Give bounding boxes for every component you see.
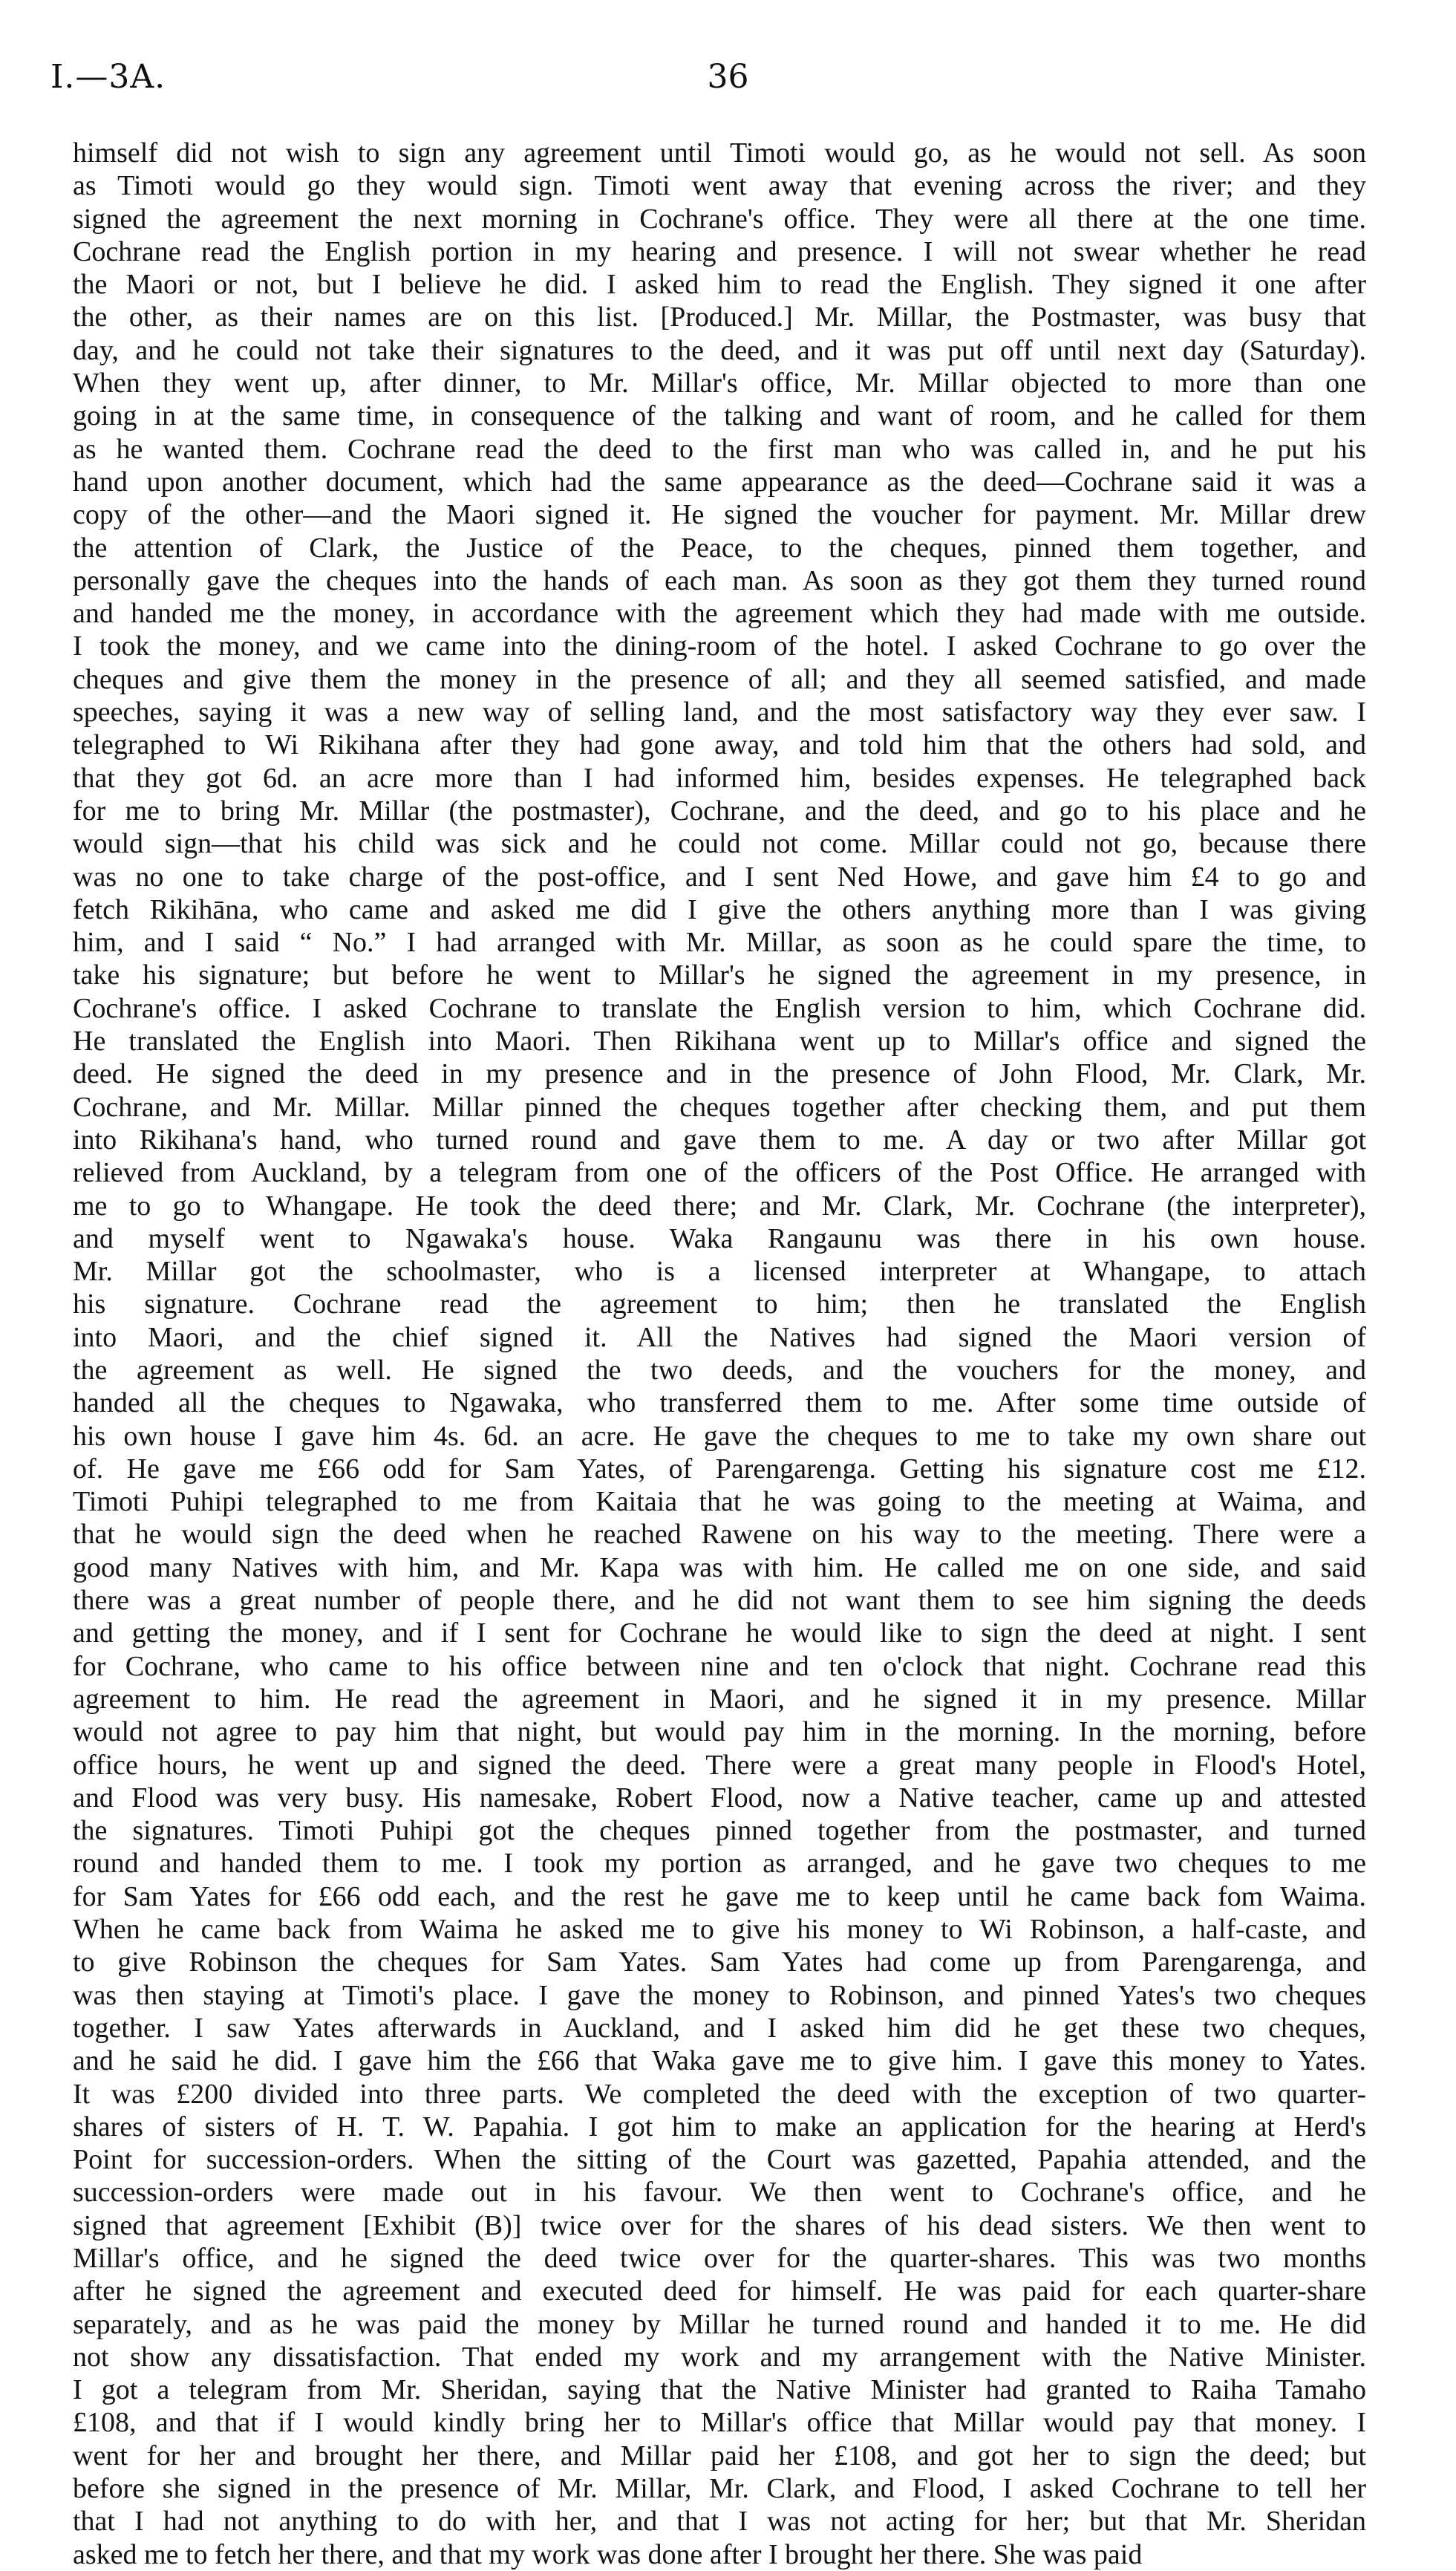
text-line: and handed me the money, in accordance with the agreement which they had made with me outside. — [73, 598, 1366, 630]
document-reference: I.—3A. — [50, 58, 166, 96]
text-line: shares of sisters of H. T. W. Papahia. I got him to make an application for the hearing at Herd's — [73, 2111, 1366, 2142]
text-line: for Cochrane, who came to his office between nine and ten o'clock that night. Cochrane read this — [73, 1650, 1366, 1682]
text-line: for Sam Yates for £66 odd each, and the rest he gave me to keep until he came back fom Waima. — [73, 1880, 1366, 1912]
text-line: telegraphed to Wi Rikihana after they had gone away, and told him that the others had sold, and — [73, 729, 1366, 761]
text-line: that he would sign the deed when he reached Rawene on his way to the meeting. There were a — [73, 1519, 1366, 1551]
text-line: was then staying at Timoti's place. I gave the money to Robinson, and pinned Yates's two cheques — [73, 1979, 1366, 2011]
text-line: would sign—that his child was sick and he could not come. Millar could not go, because there — [73, 828, 1366, 860]
text-line: Point for succession-orders. When the sitting of the Court was gazetted, Papahia attended, and the — [73, 2144, 1366, 2176]
text-line: day, and he could not take their signatures to the deed, and it was put off until next day (Saturday). — [73, 334, 1366, 366]
text-line: his own house I gave him 4s. 6d. an acre. He gave the cheques to me to take my own share out — [73, 1420, 1366, 1452]
text-line: He translated the English into Maori. Then Rikihana went up to Millar's office and signed the — [73, 1026, 1366, 1058]
text-line: and he said he did. I gave him the £66 that Waka gave me to give him. I gave this money to Yates. — [73, 2045, 1366, 2077]
text-line: fetch Rikihāna, who came and asked me did I give the others anything more than I was giving — [73, 893, 1366, 925]
text-line: the signatures. Timoti Puhipi got the cheques pinned together from the postmaster, and turned — [73, 1815, 1366, 1847]
text-line: was no one to take charge of the post-office, and I sent Ned Howe, and gave him £4 to go and — [73, 861, 1366, 893]
text-line: the Maori or not, but I believe he did. I asked him to read the English. They signed it one after — [73, 269, 1366, 301]
text-line: speeches, saying it was a new way of selling land, and the most satisfactory way they ever saw. I — [73, 697, 1366, 729]
text-line: take his signature; but before he went to Millar's he signed the agreement in my presence, in — [73, 959, 1366, 991]
text-line: Millar's office, and he signed the deed twice over for the quarter-shares. This was two months — [73, 2243, 1366, 2274]
text-line: the attention of Clark, the Justice of the Peace, to the cheques, pinned them together, and — [73, 532, 1366, 564]
text-line: and Flood was very busy. His namesake, Robert Flood, now a Native teacher, came up and attested — [73, 1782, 1366, 1814]
text-line: I took the money, and we came into the dining-room of the hotel. I asked Cochrane to go over the — [73, 630, 1366, 662]
text-line: would not agree to pay him that night, but would pay him in the morning. In the morning, before — [73, 1716, 1366, 1748]
text-line: Cochrane, and Mr. Millar. Millar pinned the cheques together after checking them, and put them — [73, 1091, 1366, 1123]
text-line: handed all the cheques to Ngawaka, who transferred them to me. After some time outside of — [73, 1387, 1366, 1419]
text-line: good many Natives with him, and Mr. Kapa was with him. He called me on one side, and said — [73, 1551, 1366, 1583]
text-line: Mr. Millar got the schoolmaster, who is a licensed interpreter at Whangape, to attach — [73, 1256, 1366, 1288]
text-line: after he signed the agreement and executed deed for himself. He was paid for each quarter-share — [73, 2275, 1366, 2307]
text-line: as he wanted them. Cochrane read the deed to the first man who was called in, and he put his — [73, 433, 1366, 465]
text-line: into Maori, and the chief signed it. All the Natives had signed the Maori version of — [73, 1321, 1366, 1353]
text-line: Cochrane's office. I asked Cochrane to translate the English version to him, which Cochrane did. — [73, 992, 1366, 1024]
text-line: me to go to Whangape. He took the deed there; and Mr. Clark, Mr. Cochrane (the interpreter), — [73, 1190, 1366, 1222]
text-line: of. He gave me £66 odd for Sam Yates, of Parengarenga. Getting his signature cost me £12. — [73, 1453, 1366, 1485]
text-line: and myself went to Ngawaka's house. Waka Rangaunu was there in his own house. — [73, 1222, 1366, 1254]
text-line: £108, and that if I would kindly bring her to Millar's office that Millar would pay that money. I — [73, 2407, 1366, 2439]
text-line: that I had not anything to do with her, and that I was not acting for her; but that Mr. Sheridan — [73, 2506, 1366, 2538]
text-line: as Timoti would go they would sign. Timoti went away that evening across the river; and they — [73, 170, 1366, 202]
text-line: together. I saw Yates afterwards in Auckland, and I asked him did he get these two cheques, — [73, 2012, 1366, 2044]
text-line: signed that agreement [Exhibit (B)] twice over for the shares of his dead sisters. We then went to — [73, 2209, 1366, 2241]
text-line: separately, and as he was paid the money by Millar he turned round and handed it to me. He did — [73, 2308, 1366, 2340]
text-line: cheques and give them the money in the presence of all; and they all seemed satisfied, and made — [73, 663, 1366, 695]
text-line: the agreement as well. He signed the two deeds, and the vouchers for the money, and — [73, 1354, 1366, 1386]
body-text — [73, 137, 1366, 2571]
text-line: Timoti Puhipi telegraphed to me from Kaitaia that he was going to the meeting at Waima, and — [73, 1486, 1366, 1518]
text-line: hand upon another document, which had the same appearance as the deed—Cochrane said it was a — [73, 466, 1366, 498]
text-line: and getting the money, and if I sent for Cochrane he would like to sign the deed at night. I sent — [73, 1617, 1366, 1649]
text-line: before she signed in the presence of Mr. Millar, Mr. Clark, and Flood, I asked Cochrane to tell her — [73, 2473, 1366, 2505]
text-line: to give Robinson the cheques for Sam Yates. Sam Yates had come up from Parengarenga, and — [73, 1946, 1366, 1978]
text-line: office hours, he went up and signed the deed. There were a great many people in Flood's Hotel, — [73, 1749, 1366, 1781]
text-line: round and handed them to me. I took my portion as arranged, and he gave two cheques to me — [73, 1848, 1366, 1880]
text-line: not show any dissatisfaction. That ended my work and my arrangement with the Native Minister. — [73, 2341, 1366, 2373]
text-line: into Rikihana's hand, who turned round and gave them to me. A day or two after Millar got — [73, 1124, 1366, 1156]
text-line: personally gave the cheques into the hands of each man. As soon as they got them they turned round — [73, 564, 1366, 596]
text-line: him, and I said “ No.” I had arranged with Mr. Millar, as soon as he could spare the time, to — [73, 927, 1366, 959]
text-line: copy of the other—and the Maori signed it. He signed the voucher for payment. Mr. Millar drew — [73, 499, 1366, 531]
text-line: for me to bring Mr. Millar (the postmaster), Cochrane, and the deed, and go to his place and he — [73, 795, 1366, 827]
text-line: went for her and brought her there, and Millar paid her £108, and got her to sign the deed; but — [73, 2440, 1366, 2471]
text-line: there was a great number of people there, and he did not want them to see him signing the deeds — [73, 1585, 1366, 1617]
text-line: relieved from Auckland, by a telegram from one of the officers of the Post Office. He arranged with — [73, 1157, 1366, 1189]
text-line: When he came back from Waima he asked me to give his money to Wi Robinson, a half-caste, and — [73, 1914, 1366, 1946]
text-line: It was £200 divided into three parts. We completed the deed with the exception of two quarter- — [73, 2078, 1366, 2110]
text-line: Cochrane read the English portion in my hearing and presence. I will not swear whether he read — [73, 235, 1366, 267]
text-line: succession-orders were made out in his favour. We then went to Cochrane's office, and he — [73, 2177, 1366, 2209]
text-line: When they went up, after dinner, to Mr. Millar's office, Mr. Millar objected to more than one — [73, 368, 1366, 400]
text-line: agreement to him. He read the agreement in Maori, and he signed it in my presence. Millar — [73, 1683, 1366, 1715]
text-line: signed the agreement the next morning in Cochrane's office. They were all there at the one time. — [73, 203, 1366, 235]
text-line: going in at the same time, in consequence of the talking and want of room, and he called for them — [73, 400, 1366, 432]
text-line: himself did not wish to sign any agreement until Timoti would go, as he would not sell. As soon — [73, 137, 1366, 169]
text-line: the other, as their names are on this list. [Produced.] Mr. Millar, the Postmaster, was busy that — [73, 302, 1366, 333]
text-line: that they got 6d. an acre more than I had informed him, besides expenses. He telegraphed back — [73, 762, 1366, 794]
text-line: deed. He signed the deed in my presence and in the presence of John Flood, Mr. Clark, Mr. — [73, 1058, 1366, 1090]
text-line: asked me to fetch her there, and that my work was done after I brought her there. She was paid — [73, 2538, 1143, 2570]
text-line: his signature. Cochrane read the agreement to him; then he translated the English — [73, 1288, 1366, 1320]
page-header — [0, 58, 1456, 110]
page-number: 36 — [707, 58, 749, 96]
text-line: I got a telegram from Mr. Sheridan, saying that the Native Minister had granted to Raiha Tamaho — [73, 2374, 1366, 2406]
